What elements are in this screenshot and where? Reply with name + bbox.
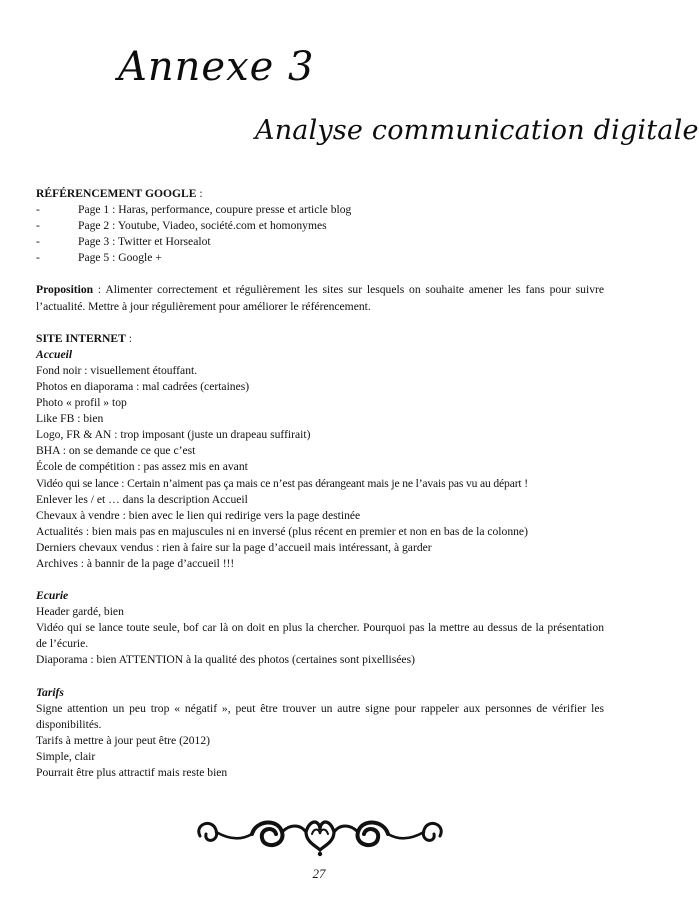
subsection-title-ecurie: Ecurie: [36, 589, 69, 603]
annex-title: Annexe 3: [118, 44, 315, 90]
list-item: - Page 1 : Haras, performance, coupure presse et article blog: [36, 203, 352, 217]
text-line: BHA : on se demande ce que c’est: [36, 444, 196, 458]
section-heading-referencement: RÉFÉRENCEMENT GOOGLE :: [36, 187, 203, 200]
text-line: Photos en diaporama : mal cadrées (certaines): [36, 379, 250, 393]
list-item: - Page 3 : Twitter et Horsealot: [36, 235, 211, 249]
text-line: Photo « profil » top: [36, 396, 127, 410]
text-line: Like FB : bien: [36, 412, 104, 426]
text-line: Actualités : bien mais pas en majuscules ni en inversé (plus récent en premier et non en bas de la colonne): [36, 524, 528, 538]
text-line: Vidéo qui se lance : Certain n’aiment pas ça mais ce n’est pas dérangeant mais je ne l’avais pas vu au départ !: [36, 476, 528, 490]
annex-subtitle: Analyse communication digitale: [255, 115, 699, 146]
text-line: École de compétition : pas assez mis en avant: [36, 460, 248, 474]
text-line: Logo, FR & AN : trop imposant (juste un drapeau suffirait): [36, 428, 311, 442]
text-line: Diaporama : bien ATTENTION à la qualité des photos (certaines sont pixellisées): [36, 653, 415, 667]
flourish-ornament-icon: [190, 810, 450, 858]
section-heading-site: SITE INTERNET :: [36, 331, 133, 345]
document-body: [36, 186, 604, 781]
list-item: - Page 2 : Youtube, Viadeo, société.com et homonymes: [36, 219, 327, 233]
text-line: Fond noir : visuellement étouffant.: [36, 363, 198, 377]
text-line: Derniers chevaux vendus : rien à faire sur la page d’accueil mais intéressant, à garder: [36, 540, 432, 554]
text-line: Tarifs à mettre à jour peut être (2012): [36, 733, 210, 747]
text-line: Chevaux à vendre : bien avec le lien qui redirige vers la page destinée: [36, 508, 361, 522]
text-line: Simple, clair: [36, 749, 96, 763]
text-line: Archives : à bannir de la page d’accueil !!!: [36, 556, 235, 570]
page-number: 27: [312, 866, 326, 881]
subsection-title-tarifs: Tarifs: [36, 685, 64, 699]
text-line: Pourrait être plus attractif mais reste bien: [36, 766, 228, 779]
text-line: Signe attention un peu trop « négatif », peut être trouver un autre signe pour rappeler aux personnes de vérifier les disponibilités.: [36, 701, 604, 731]
list-item: - Page 5 : Google +: [36, 251, 162, 265]
text-line: Enlever les / et … dans la description Accueil: [36, 492, 248, 506]
text-line: Vidéo qui se lance toute seule, bof car là on doit en plus la chercher. Pourquoi pas la mettre au dessus de la présentation de l’écurie.: [36, 621, 604, 651]
text-line: Header gardé, bien: [36, 605, 124, 619]
proposition-paragraph: Proposition : Alimenter correctement et régulièrement les sites sur lesquels on souhaite amener les fans pour suivre l’actualité. Mettre à jour régulièrement pour améliorer le référencement.: [36, 283, 604, 313]
subsection-title-accueil: Accueil: [36, 347, 73, 361]
